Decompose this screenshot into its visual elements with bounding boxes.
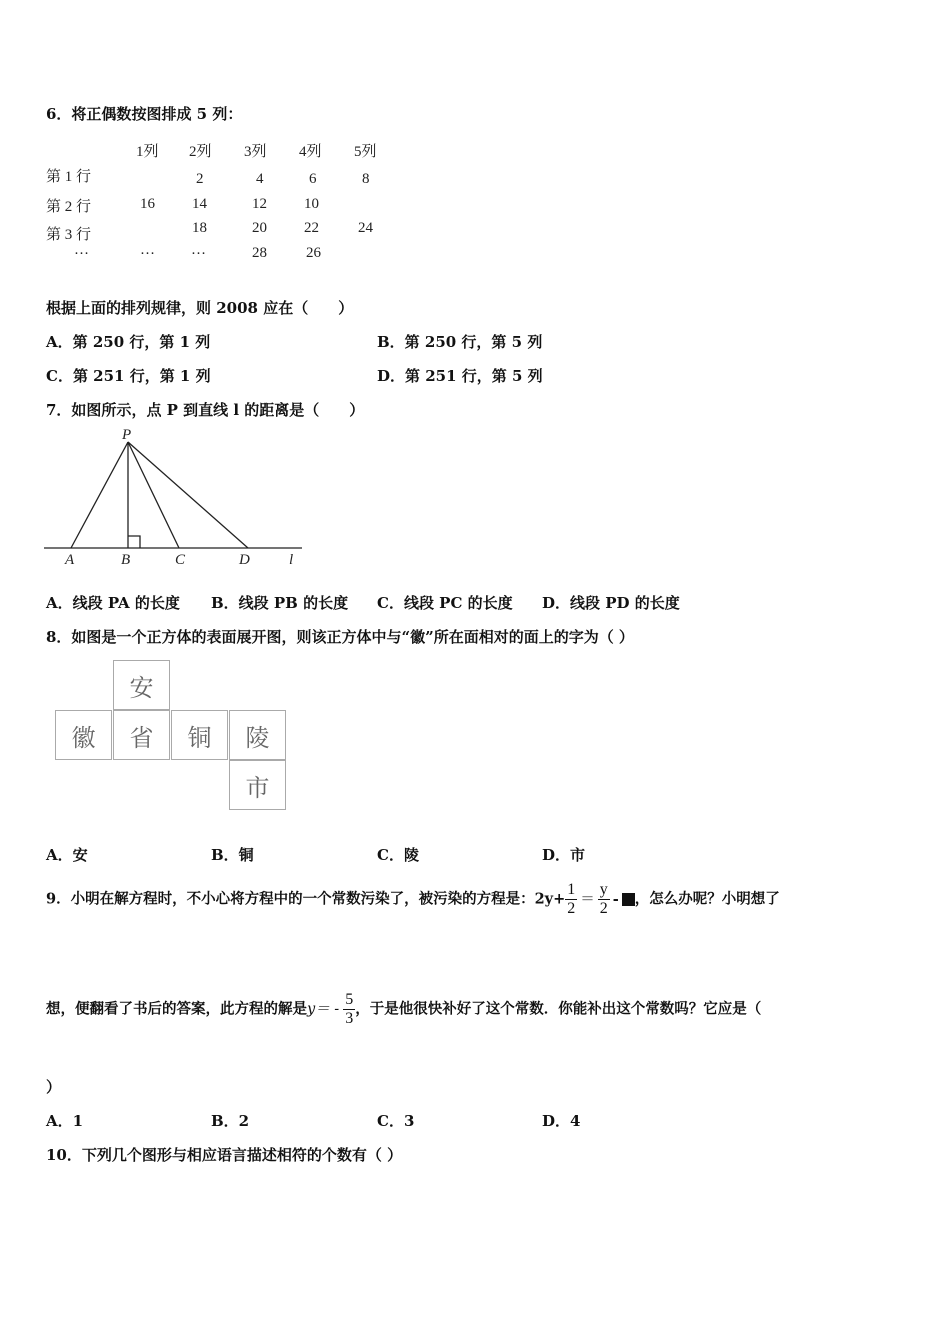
equals-sign: ＝ bbox=[580, 891, 595, 908]
table-cell: 12 bbox=[252, 196, 267, 212]
label-c: C bbox=[175, 552, 186, 568]
q9-option-a[interactable]: A．1 bbox=[46, 1112, 84, 1130]
q7-option-c[interactable]: C．线段 PC 的长度 bbox=[377, 594, 513, 612]
q7-option-a[interactable]: A．线段 PA 的长度 bbox=[46, 594, 180, 612]
q8-option-a[interactable]: A．安 bbox=[46, 846, 88, 864]
table-cell: 4 bbox=[256, 171, 264, 187]
table-cell: 24 bbox=[358, 220, 373, 236]
col-header: 3列 bbox=[244, 144, 267, 160]
table-cell: 28 bbox=[252, 245, 267, 261]
fraction-five-thirds: $\frac{5}{3}$ bbox=[345, 991, 354, 1027]
net-face-shi: 市 bbox=[229, 760, 286, 810]
net-face-hui: 徽 bbox=[55, 710, 112, 760]
label-p: P bbox=[122, 427, 132, 443]
q6-option-b[interactable]: B．第 250 行，第 5 列 bbox=[377, 333, 543, 351]
table-cell: 18 bbox=[192, 220, 207, 236]
q7-stem: 7．如图所示，点 P 到直线 l 的距离是（ ） bbox=[46, 401, 365, 419]
q6-option-c[interactable]: C．第 251 行，第 1 列 bbox=[46, 367, 211, 385]
net-face-ling: 陵 bbox=[229, 710, 286, 760]
q9-line1 bbox=[46, 881, 780, 918]
q10-stem: 10．下列几个图形与相应语言描述相符的个数有（ ） bbox=[46, 1146, 403, 1164]
q9-line1-prefix: 9．小明在解方程时，不小心将方程中的一个常数污染了，被污染的方程是：2y+ bbox=[46, 890, 566, 908]
net-face-sheng: 省 bbox=[113, 710, 170, 760]
col-header: 1列 bbox=[136, 144, 159, 160]
q9-line2-suffix: ，于是他很快补好了这个常数．你能补出这个常数吗？它应是（ bbox=[355, 1000, 762, 1018]
q9-line1-suffix: ，怎么办呢？小明想了 bbox=[634, 890, 780, 908]
table-cell: 20 bbox=[252, 220, 267, 236]
q6-number-table bbox=[46, 138, 396, 268]
label-d: D bbox=[239, 552, 250, 568]
q9-option-c[interactable]: C．3 bbox=[377, 1112, 415, 1130]
q7-option-b[interactable]: B．线段 PB 的长度 bbox=[211, 594, 349, 612]
q8-option-d[interactable]: D．市 bbox=[542, 846, 586, 864]
q8-stem: 8．如图是一个正方体的表面展开图，则该正方体中与“徽”所在面相对的面上的字为（ ） bbox=[46, 628, 634, 646]
row-label: 第 3 行 bbox=[46, 227, 92, 243]
right-angle-mark bbox=[128, 536, 140, 548]
row-label: 第 2 行 bbox=[46, 199, 92, 215]
segment-pc bbox=[128, 442, 179, 548]
q6-stem: 6．将正偶数按图排成 5 列： bbox=[46, 105, 243, 123]
q6-option-d[interactable]: D．第 251 行，第 5 列 bbox=[377, 367, 543, 385]
q9-option-d[interactable]: D．4 bbox=[542, 1112, 581, 1130]
q9-line2 bbox=[46, 991, 761, 1028]
row-label: 第 1 行 bbox=[46, 169, 92, 185]
minus-sign: - bbox=[612, 890, 619, 908]
ink-blot bbox=[622, 893, 635, 906]
table-cell: 6 bbox=[309, 171, 317, 187]
y-equals: y＝ - bbox=[307, 1001, 340, 1018]
table-cell: 10 bbox=[304, 196, 319, 212]
q9-option-b[interactable]: B．2 bbox=[211, 1112, 250, 1130]
q7-option-d[interactable]: D．线段 PD 的长度 bbox=[542, 594, 680, 612]
table-cell: 2 bbox=[196, 171, 204, 187]
q8-option-c[interactable]: C．陵 bbox=[377, 846, 419, 864]
table-cell: 16 bbox=[140, 196, 155, 212]
cube-net bbox=[55, 660, 295, 815]
col-header: 5列 bbox=[354, 144, 377, 160]
table-cell: 22 bbox=[304, 220, 319, 236]
segment-pa bbox=[71, 442, 128, 548]
q6-question: 根据上面的排列规律，则 2008 应在（ ） bbox=[46, 299, 354, 317]
col-header: 2列 bbox=[189, 144, 212, 160]
label-a: A bbox=[65, 552, 75, 568]
table-cell: 14 bbox=[192, 196, 207, 212]
row-label: … bbox=[74, 242, 89, 258]
q6-option-a[interactable]: A．第 250 行，第 1 列 bbox=[46, 333, 211, 351]
q9-line3: ） bbox=[46, 1078, 62, 1096]
q8-option-b[interactable]: B．铜 bbox=[211, 846, 254, 864]
col-header: 4列 bbox=[299, 144, 322, 160]
fraction-y-half: $\frac{y}{2}$ bbox=[599, 881, 608, 917]
table-cell: 26 bbox=[306, 245, 321, 261]
q9-line2-prefix: 想，便翻看了书后的答案，此方程的解是 bbox=[46, 1000, 307, 1018]
net-face-top: 安 bbox=[113, 660, 170, 710]
table-cell: … bbox=[140, 242, 155, 258]
segment-pd bbox=[128, 442, 248, 548]
fraction-one-half: $\frac{1}{2}$ bbox=[567, 881, 576, 917]
label-l: l bbox=[289, 552, 294, 568]
table-cell: … bbox=[191, 242, 206, 258]
table-cell: 8 bbox=[362, 171, 370, 187]
q7-geometry-figure bbox=[44, 425, 304, 570]
net-face-tong: 铜 bbox=[171, 710, 228, 760]
label-b: B bbox=[121, 552, 131, 568]
